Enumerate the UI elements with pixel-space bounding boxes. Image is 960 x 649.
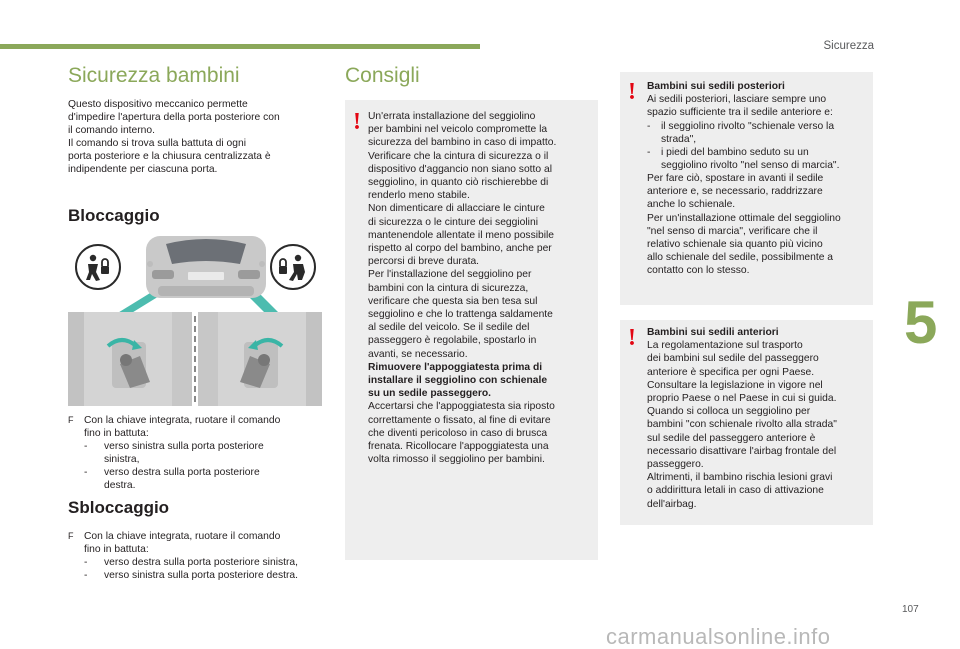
car-rear [146,236,266,298]
section-label: Sicurezza [823,40,874,52]
unlock-instructions: F Con la chiave integrata, ruotare il comando fino in battuta: - verso destra sulla porta posteriore sinistra, - verso sinistra sulla porta posteriore destra. [68,531,299,582]
unlock-heading: Sbloccaggio [68,498,170,517]
front-seats-box [620,320,873,525]
advice-title: Consigli [345,64,420,87]
chapter-number: 5 [904,289,938,356]
rear-seats-text: Bambini sui sedili posteriori Ai sedili posteriori, lasciare sempre uno spazio sufficiente tra il sedile anteriore e: - il seggiolino rivolto "schienale verso la strada", - i piedi del bambino seduto su un seggiolino rivolto "nel senso di marcia". Per fare ciò, spostare in avanti il sedile anteriore e, se necessario, raddrizzare anche lo schienale. Per un'installazione ottimale del seggiolino "nel senso di marcia", verificare che il relativo schienale sia quanto più vicino allo schienale del sedile, possibilmente a contatto con lo stesso. [647,81,841,277]
header-accent-bar [0,44,480,49]
advice-text: Un'errata installazione del seggiolino per bambini nel veicolo compromette la sicurezza del bambino in caso di impatto. Verificare che la cintura di sicurezza o il dispositivo d'aggancio non siano sotto al seggiolino, in quanto ciò rischierebbe di renderlo meno stabile. Non dimenticare di allacciare le cinture di sicurezza o le cinture dei seggiolini mantenendole allentate il meno possibile rispetto al corpo del bambino, anche per percorsi di breve durata. Per l'installazione del seggiolino per bambini con la cintura di sicurezza, verificare che questa sia ben tesa sul seggiolino e che lo trattenga saldamente al sedile del veicolo. Se il sedile del passeggero è regolabile, spostarlo in avanti, se necessario. Rimuovere l'appoggiatesta prima di installare il seggiolino con schienale su un sedile passeggero. Accertarsi che l'appoggiatesta sia riposto correttamente o fissato, al fine di evitare che diventi pericoloso in caso di brusca frenata. Ricollocare l'appoggiatesta una volta rimosso il seggiolino per bambini. [368,111,557,466]
warning-icon: ! [628,325,636,351]
warning-icon: ! [628,79,636,105]
watermark: carmanualsonline.info [606,624,831,649]
warning-icon: ! [353,109,361,135]
photo-divider [194,316,196,402]
front-seats-text: Bambini sui sedili anteriori La regolamentazione sul trasporto dei bambini sul sedile del passeggero anteriore è specifica per ogni Paese. Consultare la legislazione in vigore nel proprio Paese o nel Paese in cui si guida. Quando si colloca un seggiolino per bambini "con schienale rivolto alla strada" sul sedile del passeggero anteriore è necessario disattivare l'airbag frontale del passeggero. Altrimenti, il bambino rischia lesioni gravi o addirittura letali in caso di attivazione dell'airbag. [647,327,837,510]
left-door-lock-photo [68,312,192,406]
advice-box [345,100,598,560]
child-lock-icon-left [76,245,120,289]
right-door-lock-photo [198,312,322,406]
page-title: Sicurezza bambini [68,64,240,87]
lock-heading: Bloccaggio [68,206,160,225]
lock-instructions: F Con la chiave integrata, ruotare il comando fino in battuta: - verso sinistra sulla porta posteriore sinistra, - verso destra sulla porta posteriore destra. [68,415,281,492]
intro-paragraph: Questo dispositivo meccanico permette d'impedire l'apertura della porta posteriore con il comando interno. Il comando si trova sulla battuta di ogni porta posteriore e la chiusura centralizzata è indipendente per ciascuna porta. [68,99,280,176]
page-number: 107 [902,604,919,615]
rear-seats-box [620,72,873,305]
car-rear-illustration [68,234,323,314]
child-lock-icon-right [271,245,315,289]
